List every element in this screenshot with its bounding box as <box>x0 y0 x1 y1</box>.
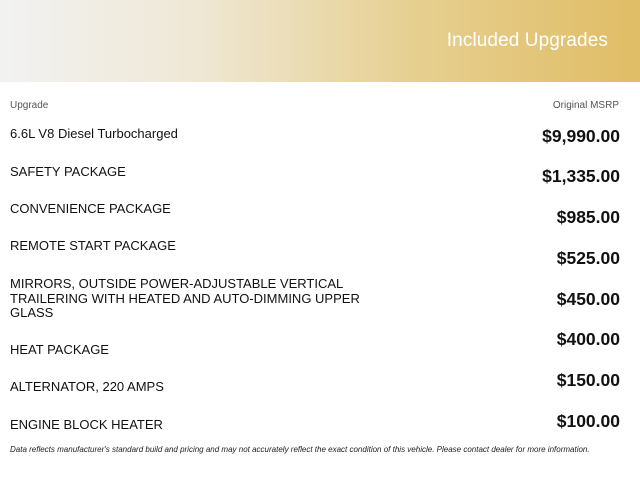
upgrade-name: HEAT PACKAGE <box>10 342 109 357</box>
upgrade-price: $450.00 <box>556 289 620 309</box>
upgrade-name: REMOTE START PACKAGE <box>10 238 176 253</box>
page-title: Included Upgrades <box>446 30 608 51</box>
upgrade-name: MIRRORS, OUTSIDE POWER-ADJUSTABLE VERTICAL TRAILERING WITH HEATED AND AUTO-DIMMING UPPER GLASS <box>10 276 360 320</box>
disclaimer-text: Data reflects manufacturer's standard build and pricing and may not accurately reflect the exact condition of this vehicle. Please contact dealer for more information. <box>10 445 590 454</box>
upgrade-name: 6.6L V8 Diesel Turbocharged <box>10 126 178 141</box>
column-header-msrp: Original MSRP <box>552 100 619 111</box>
upgrade-price: $985.00 <box>556 207 620 227</box>
upgrade-price: $525.00 <box>556 248 620 268</box>
header-banner <box>0 0 640 82</box>
upgrade-price: $9,990.00 <box>542 126 620 146</box>
upgrade-price: $100.00 <box>556 411 620 431</box>
upgrade-price: $400.00 <box>556 329 620 349</box>
upgrade-price: $150.00 <box>556 370 620 390</box>
upgrade-name: ALTERNATOR, 220 AMPS <box>10 379 164 394</box>
upgrade-name: SAFETY PACKAGE <box>10 164 126 179</box>
column-header-upgrade: Upgrade <box>10 100 49 111</box>
upgrade-name: ENGINE BLOCK HEATER <box>10 417 163 432</box>
upgrade-price: $1,335.00 <box>542 166 620 186</box>
upgrade-name: CONVENIENCE PACKAGE <box>10 201 171 216</box>
